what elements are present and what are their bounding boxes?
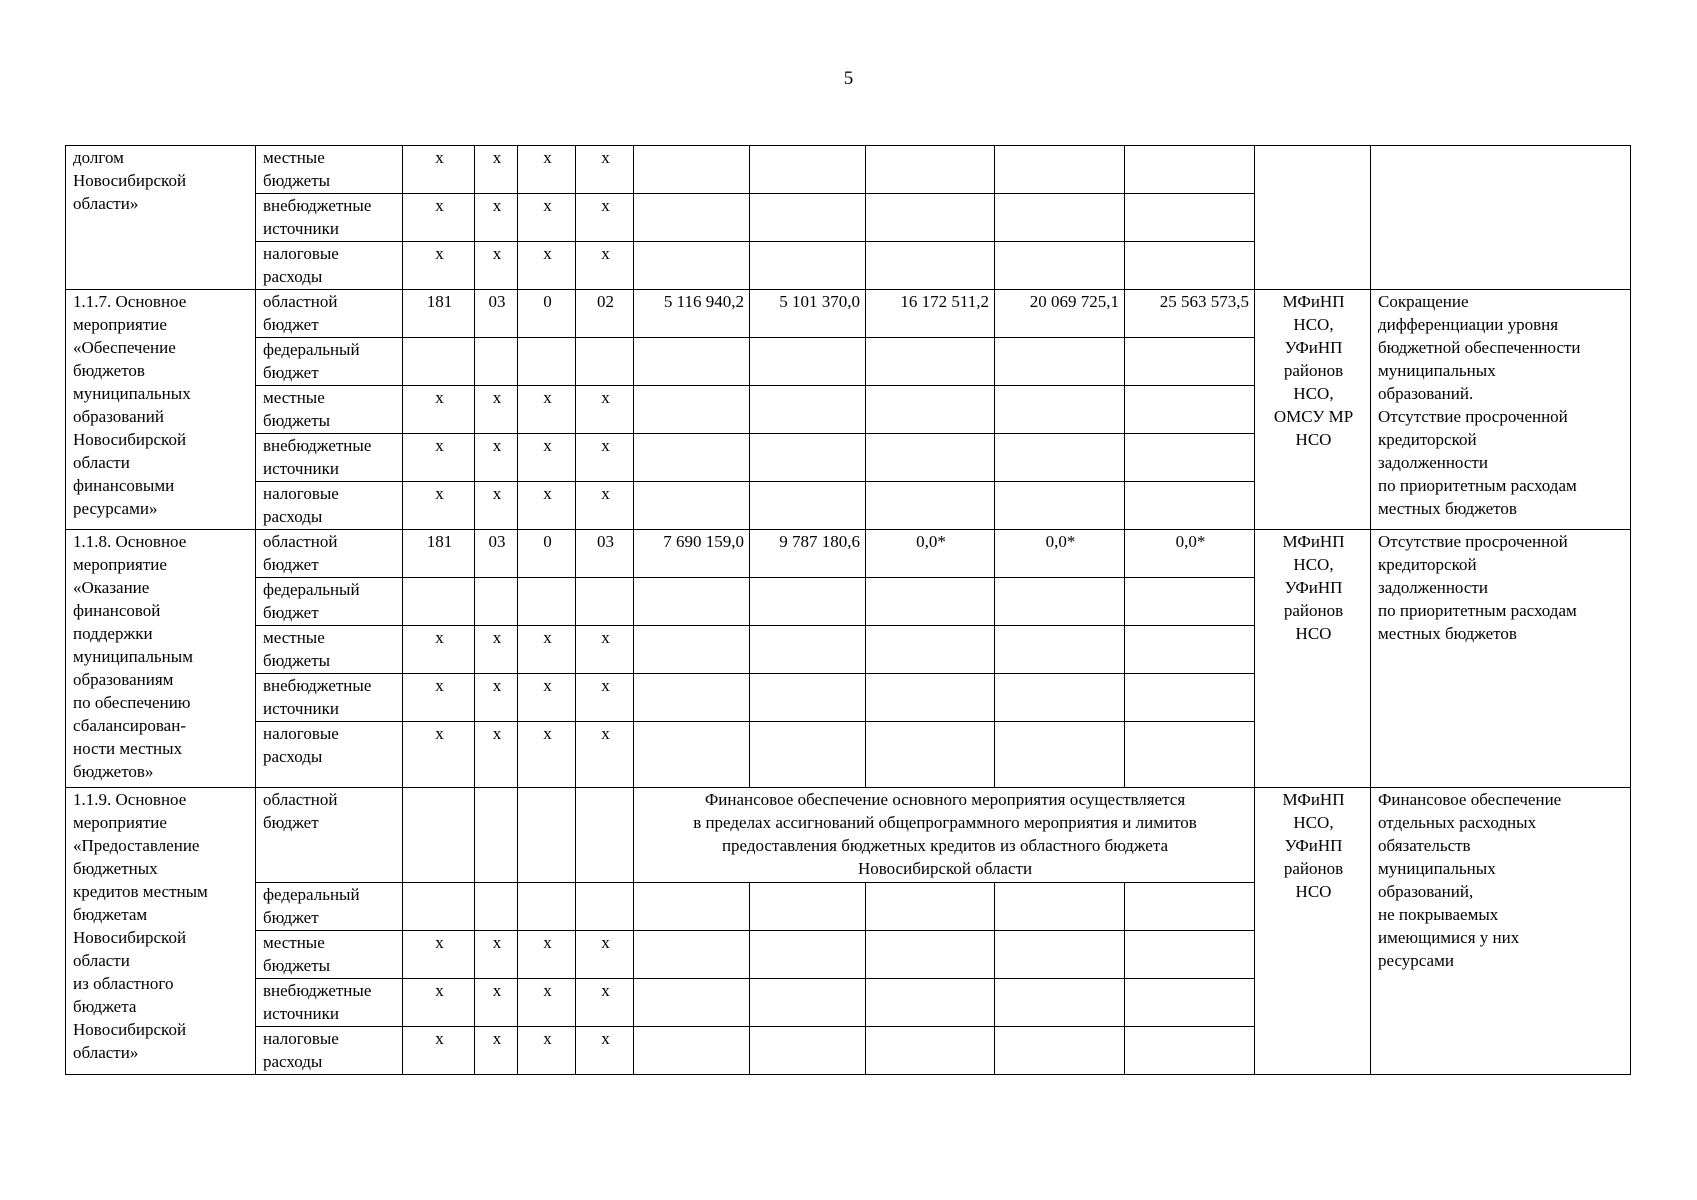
code-cell: х: [475, 434, 518, 482]
code-cell: [576, 883, 634, 931]
funding-source-cell: налоговые расходы: [256, 722, 403, 788]
value-cell: [750, 482, 866, 530]
value-cell: [995, 626, 1125, 674]
code-cell: х: [475, 626, 518, 674]
value-cell: [995, 1027, 1125, 1075]
code-cell: х: [475, 931, 518, 979]
code-cell: х: [576, 979, 634, 1027]
code-cell: [403, 788, 475, 883]
funding-source-cell: областной бюджет: [256, 530, 403, 578]
code-cell: 02: [576, 290, 634, 338]
code-cell: 03: [475, 530, 518, 578]
value-cell: [866, 674, 995, 722]
code-cell: х: [403, 979, 475, 1027]
code-cell: х: [576, 1027, 634, 1075]
value-cell: 0,0*: [1125, 530, 1255, 578]
value-cell: [634, 722, 750, 788]
value-cell: [750, 338, 866, 386]
executor-cell: МФиНП НСО, УФиНП районов НСО, ОМСУ МР НСО: [1255, 290, 1371, 530]
code-cell: [403, 883, 475, 931]
page-number: 5: [843, 68, 854, 89]
value-cell: [750, 883, 866, 931]
code-cell: [576, 338, 634, 386]
value-cell: 0,0*: [995, 530, 1125, 578]
table-row: [66, 788, 1631, 883]
code-cell: х: [475, 242, 518, 290]
value-cell: [866, 722, 995, 788]
value-cell: [866, 482, 995, 530]
code-cell: х: [475, 1027, 518, 1075]
code-cell: 0: [518, 530, 576, 578]
value-cell: [634, 482, 750, 530]
code-cell: х: [403, 434, 475, 482]
code-cell: х: [518, 482, 576, 530]
value-cell: [1125, 338, 1255, 386]
value-cell: [750, 722, 866, 788]
funding-source-cell: областной бюджет: [256, 788, 403, 883]
code-cell: х: [576, 722, 634, 788]
funding-source-cell: федеральный бюджет: [256, 338, 403, 386]
value-cell: [995, 242, 1125, 290]
code-cell: х: [518, 434, 576, 482]
code-cell: [518, 338, 576, 386]
code-cell: х: [475, 674, 518, 722]
value-cell: [634, 626, 750, 674]
value-cell: [634, 194, 750, 242]
value-cell: [866, 883, 995, 931]
code-cell: х: [576, 434, 634, 482]
code-cell: [475, 338, 518, 386]
value-cell: [995, 434, 1125, 482]
code-cell: х: [518, 626, 576, 674]
value-cell: 0,0*: [866, 530, 995, 578]
value-cell: [866, 979, 995, 1027]
code-cell: х: [403, 386, 475, 434]
value-cell: [634, 434, 750, 482]
funding-source-cell: внебюджетные источники: [256, 194, 403, 242]
value-cell: [1125, 1027, 1255, 1075]
value-cell: [634, 578, 750, 626]
value-cell: [750, 194, 866, 242]
funding-source-cell: областной бюджет: [256, 290, 403, 338]
value-cell: [866, 931, 995, 979]
value-cell: [1125, 674, 1255, 722]
code-cell: х: [576, 194, 634, 242]
value-cell: [995, 386, 1125, 434]
value-cell: [995, 146, 1125, 194]
funding-source-cell: налоговые расходы: [256, 482, 403, 530]
value-cell: [750, 1027, 866, 1075]
measure-name-cell: долгом Новосибирской области»: [66, 146, 256, 290]
value-cell: [866, 626, 995, 674]
value-cell: [1125, 931, 1255, 979]
table-row: [66, 530, 1631, 578]
value-cell: [634, 931, 750, 979]
code-cell: х: [403, 242, 475, 290]
code-cell: х: [518, 194, 576, 242]
value-cell: [634, 1027, 750, 1075]
code-cell: х: [475, 482, 518, 530]
value-cell: [866, 386, 995, 434]
funding-source-cell: местные бюджеты: [256, 386, 403, 434]
measure-name-cell: 1.1.9. Основное мероприятие «Предоставление бюджетных кредитов местным бюджетам Новосибирской области из областного бюджета Новосибирской области»: [66, 788, 256, 1075]
code-cell: х: [403, 722, 475, 788]
code-cell: х: [403, 674, 475, 722]
funding-source-cell: местные бюджеты: [256, 146, 403, 194]
value-cell: [750, 979, 866, 1027]
funding-source-cell: местные бюджеты: [256, 626, 403, 674]
code-cell: [475, 883, 518, 931]
value-cell: [750, 931, 866, 979]
code-cell: х: [518, 242, 576, 290]
value-cell: [750, 146, 866, 194]
value-cell: [995, 883, 1125, 931]
value-cell: [866, 1027, 995, 1075]
value-cell: [995, 931, 1125, 979]
result-cell: [1371, 146, 1631, 290]
code-cell: х: [518, 386, 576, 434]
value-cell: [866, 146, 995, 194]
value-cell: [866, 578, 995, 626]
value-cell: [866, 434, 995, 482]
result-cell: Отсутствие просроченной кредиторской задолженности по приоритетным расходам местных бюджетов: [1371, 530, 1631, 788]
table-row: [66, 146, 1631, 194]
funding-source-cell: налоговые расходы: [256, 1027, 403, 1075]
code-cell: х: [475, 194, 518, 242]
code-cell: [475, 788, 518, 883]
value-cell: [995, 482, 1125, 530]
value-cell: [866, 338, 995, 386]
code-cell: х: [576, 242, 634, 290]
value-cell: [1125, 386, 1255, 434]
code-cell: х: [475, 979, 518, 1027]
value-cell: 9 787 180,6: [750, 530, 866, 578]
funding-source-cell: внебюджетные источники: [256, 434, 403, 482]
funding-source-cell: местные бюджеты: [256, 931, 403, 979]
code-cell: [403, 338, 475, 386]
value-cell: [1125, 883, 1255, 931]
code-cell: х: [576, 482, 634, 530]
code-cell: 03: [576, 530, 634, 578]
code-cell: х: [576, 931, 634, 979]
funding-note-cell: Финансовое обеспечение основного мероприятия осуществляется в пределах ассигнований общепрограммного мероприятия и лимитов предоставления бюджетных кредитов из областного бюджета Новосибирской области: [634, 788, 1255, 883]
code-cell: х: [403, 194, 475, 242]
result-cell: Финансовое обеспечение отдельных расходных обязательств муниципальных образований, не покрываемых имеющимися у них ресурсами: [1371, 788, 1631, 1075]
code-cell: х: [475, 386, 518, 434]
code-cell: [403, 578, 475, 626]
executor-cell: МФиНП НСО, УФиНП районов НСО: [1255, 788, 1371, 1075]
value-cell: [995, 722, 1125, 788]
value-cell: [866, 194, 995, 242]
code-cell: х: [518, 1027, 576, 1075]
code-cell: [518, 883, 576, 931]
value-cell: [634, 883, 750, 931]
value-cell: [1125, 578, 1255, 626]
value-cell: 16 172 511,2: [866, 290, 995, 338]
funding-source-cell: внебюджетные источники: [256, 979, 403, 1027]
value-cell: [750, 578, 866, 626]
value-cell: [750, 434, 866, 482]
code-cell: 181: [403, 530, 475, 578]
value-cell: [1125, 626, 1255, 674]
program-measures-table: [65, 145, 1631, 1075]
value-cell: [995, 979, 1125, 1027]
funding-source-cell: налоговые расходы: [256, 242, 403, 290]
value-cell: [995, 674, 1125, 722]
value-cell: 5 101 370,0: [750, 290, 866, 338]
code-cell: х: [475, 722, 518, 788]
value-cell: 5 116 940,2: [634, 290, 750, 338]
code-cell: [576, 788, 634, 883]
code-cell: х: [475, 146, 518, 194]
value-cell: [1125, 722, 1255, 788]
code-cell: х: [403, 146, 475, 194]
code-cell: х: [576, 146, 634, 194]
value-cell: [634, 979, 750, 1027]
value-cell: [1125, 434, 1255, 482]
value-cell: [995, 578, 1125, 626]
value-cell: [634, 386, 750, 434]
value-cell: [750, 386, 866, 434]
code-cell: 181: [403, 290, 475, 338]
value-cell: [634, 674, 750, 722]
code-cell: х: [403, 1027, 475, 1075]
measure-name-cell: 1.1.7. Основное мероприятие «Обеспечение бюджетов муниципальных образований Новосибирской области финансовыми ресурсами»: [66, 290, 256, 530]
measure-name-cell: 1.1.8. Основное мероприятие «Оказание финансовой поддержки муниципальным образованиям по обеспечению сбалансирован- ности местных бюджетов»: [66, 530, 256, 788]
code-cell: х: [518, 146, 576, 194]
value-cell: [750, 674, 866, 722]
code-cell: х: [403, 626, 475, 674]
value-cell: [1125, 146, 1255, 194]
code-cell: х: [576, 674, 634, 722]
value-cell: 20 069 725,1: [995, 290, 1125, 338]
table-row: [66, 290, 1631, 338]
value-cell: [1125, 194, 1255, 242]
code-cell: х: [576, 626, 634, 674]
value-cell: 7 690 159,0: [634, 530, 750, 578]
code-cell: х: [518, 979, 576, 1027]
code-cell: 0: [518, 290, 576, 338]
value-cell: [750, 626, 866, 674]
code-cell: х: [403, 931, 475, 979]
code-cell: х: [576, 386, 634, 434]
funding-source-cell: внебюджетные источники: [256, 674, 403, 722]
code-cell: [576, 578, 634, 626]
value-cell: [995, 338, 1125, 386]
value-cell: [634, 242, 750, 290]
funding-source-cell: федеральный бюджет: [256, 578, 403, 626]
value-cell: [1125, 482, 1255, 530]
code-cell: [518, 578, 576, 626]
code-cell: х: [518, 674, 576, 722]
executor-cell: [1255, 146, 1371, 290]
result-cell: Сокращение дифференциации уровня бюджетной обеспеченности муниципальных образований. Отсутствие просроченной кредиторской задолженности по приоритетным расходам местных бюджетов: [1371, 290, 1631, 530]
executor-cell: МФиНП НСО, УФиНП районов НСО: [1255, 530, 1371, 788]
value-cell: [1125, 979, 1255, 1027]
code-cell: х: [518, 722, 576, 788]
code-cell: х: [518, 931, 576, 979]
code-cell: х: [403, 482, 475, 530]
value-cell: [866, 242, 995, 290]
value-cell: 25 563 573,5: [1125, 290, 1255, 338]
code-cell: [518, 788, 576, 883]
funding-source-cell: федеральный бюджет: [256, 883, 403, 931]
value-cell: [634, 338, 750, 386]
code-cell: [475, 578, 518, 626]
value-cell: [634, 146, 750, 194]
code-cell: 03: [475, 290, 518, 338]
value-cell: [995, 194, 1125, 242]
value-cell: [1125, 242, 1255, 290]
value-cell: [750, 242, 866, 290]
